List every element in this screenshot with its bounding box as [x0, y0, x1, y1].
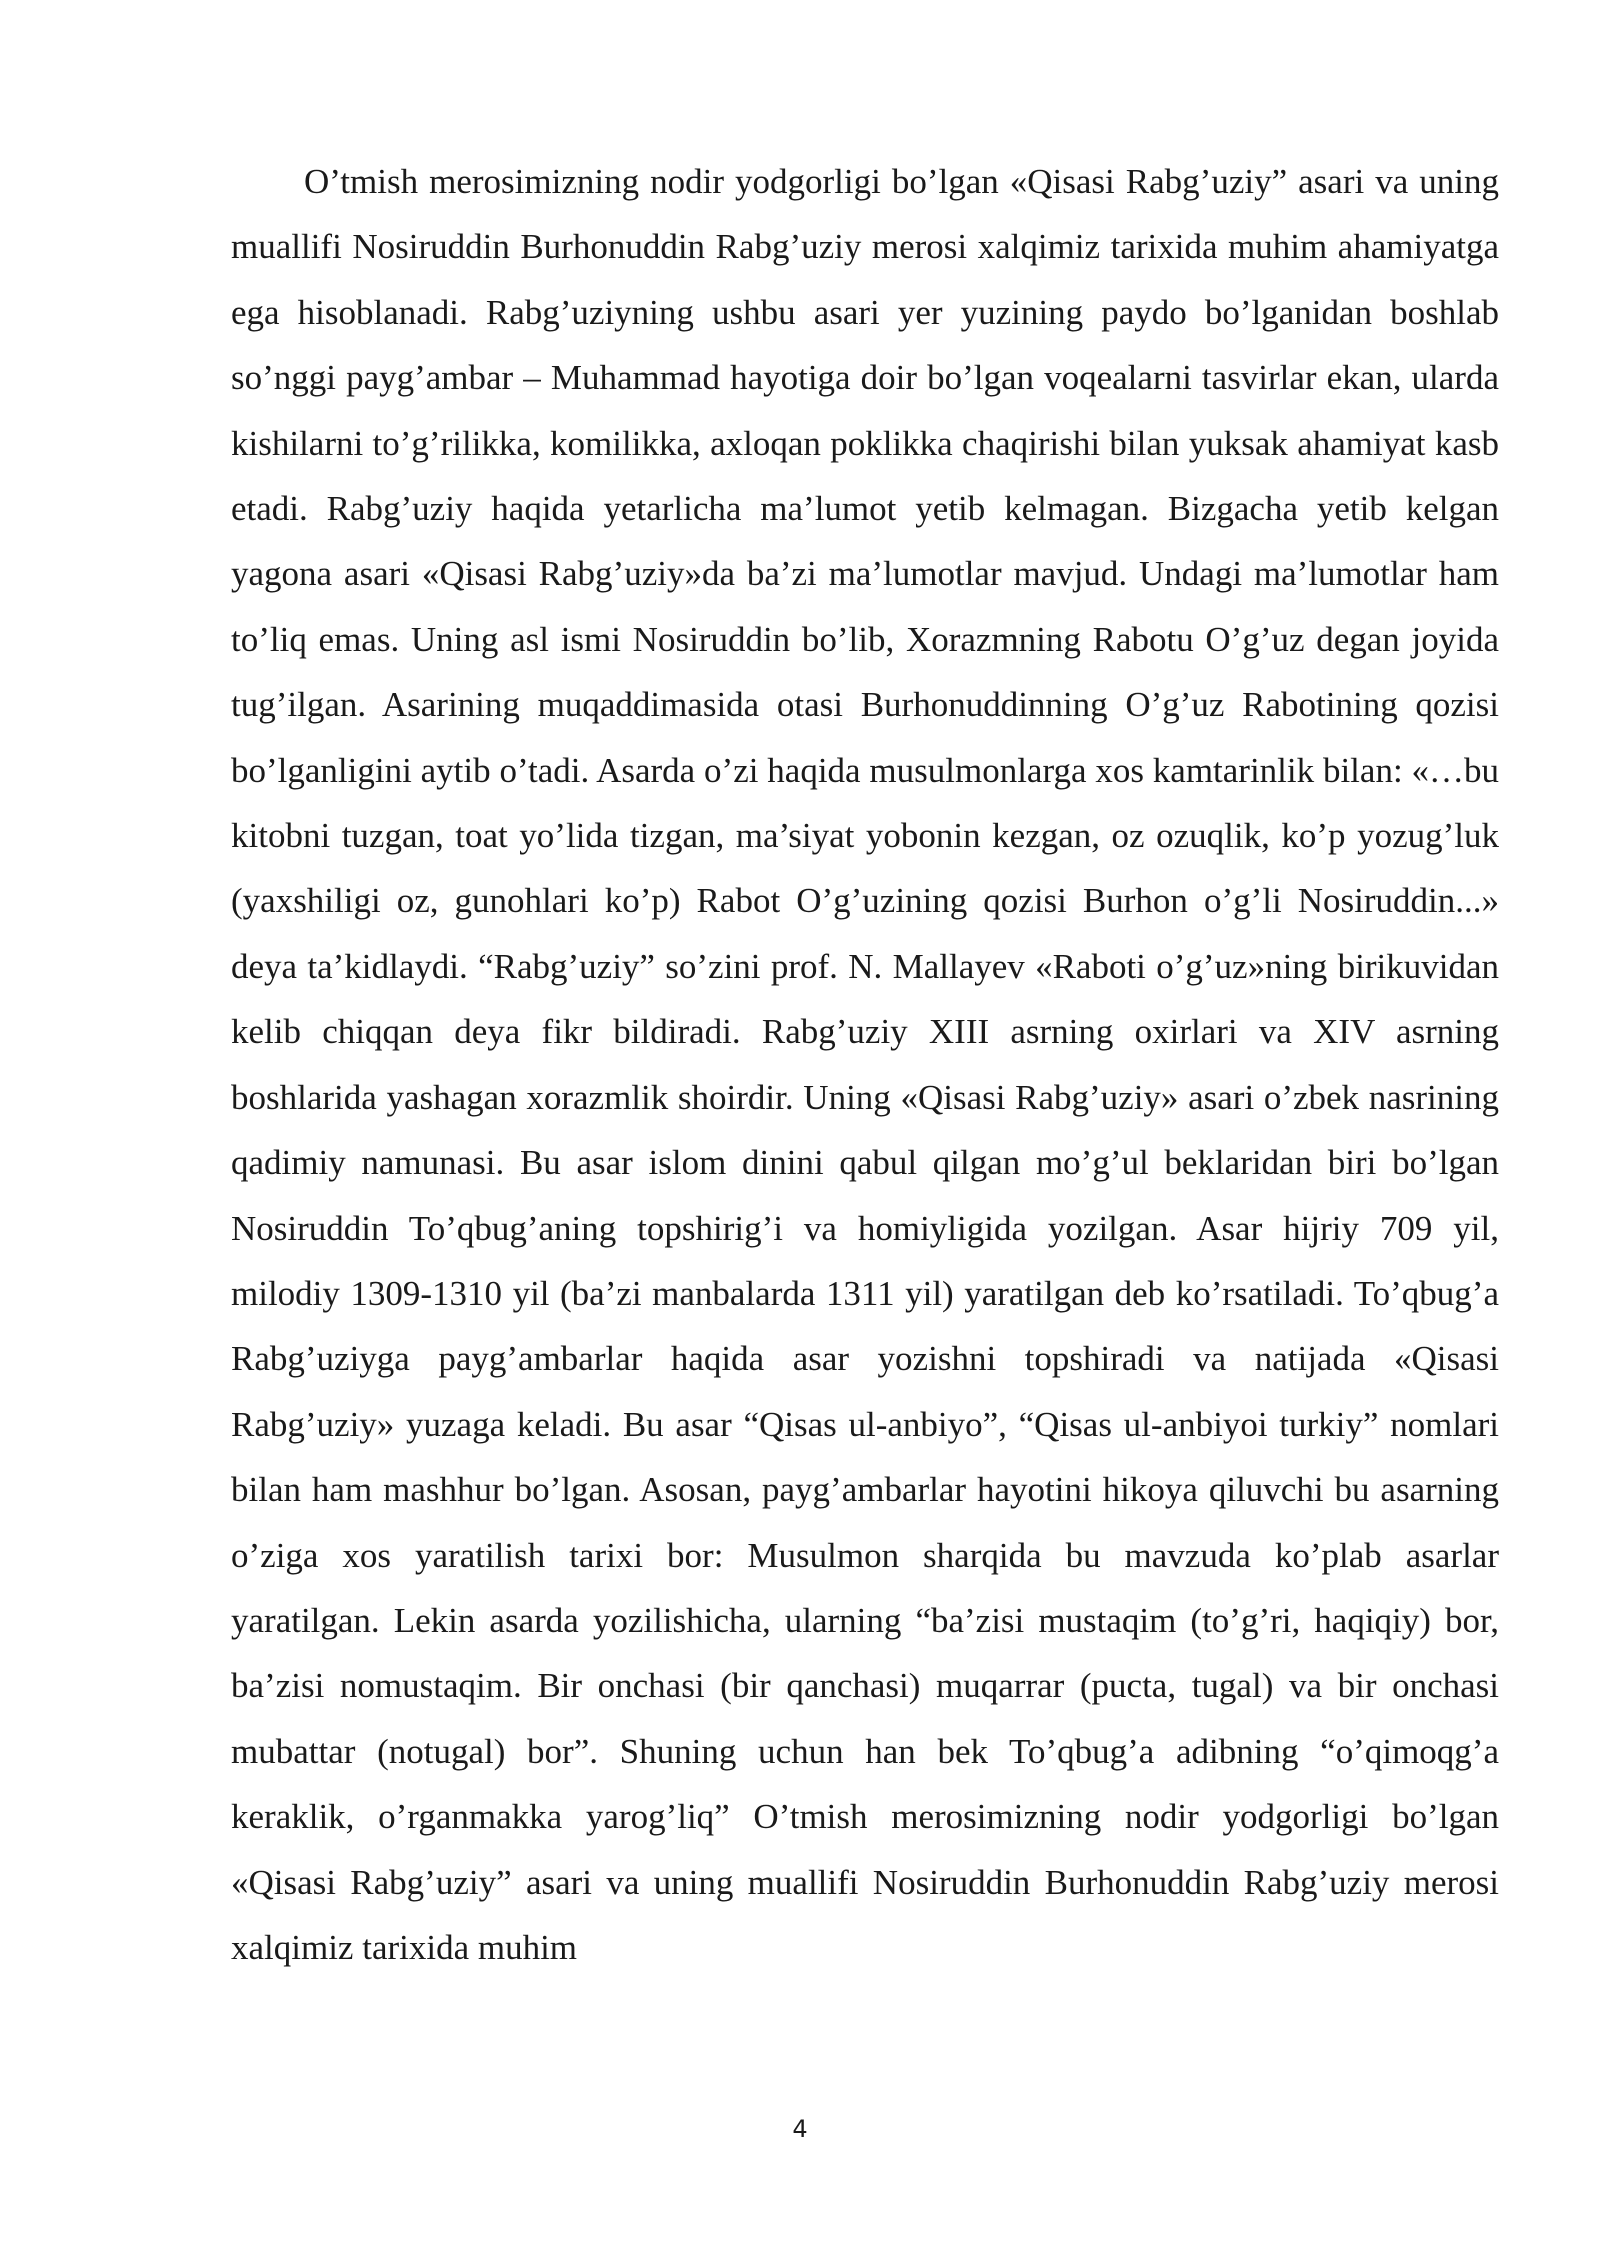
body-paragraph: O’tmish merosimizning nodir yodgorligi bo’lgan «Qisasi Rabg’uziy” asari va uning muallifi Nosiruddin Burhonuddin Rabg’uziy merosi xalqimiz tarixida muhim ahamiyatga ega hisoblanadi. Rabg’uziyning ushbu asari yer yuzining paydo bo’lganidan boshlab so’nggi payg’ambar – Muhammad hayotiga doir bo’lgan voqealarni tasvirlar ekan, ularda kishilarni to’g’rilikka, komilikka, axloqan poklikka chaqirishi bilan yuksak ahamiyat kasb etadi. Rabg’uziy haqida yetarlicha ma’lumot yetib kelmagan. Bizgacha yetib kelgan yagona asari «Qisasi Rabg’uziy»da ba’zi ma’lumotlar mavjud. Undagi ma’lumotlar ham to’liq emas. Uning asl ismi Nosiruddin bo’lib, Xorazmning Rabotu O’g’uz degan joyida tug’ilgan. Asarining muqaddimasida otasi Burhonuddinning O’g’uz Rabotining qozisi bo’lganligini aytib o’tadi. Asarda o’zi haqida musulmonlarga xos kamtarinlik bilan: «…bu kitobni tuzgan, toat yo’lida tizgan, ma’siyat yobonin kezgan, oz ozuqlik, ko’p yozug’luk (yaxshiligi oz, gunohlari ko’p) Rabot O’g’uzining qozisi Burhon o’g’li Nosiruddin...» deya ta’kidlaydi. “Rabg’uziy” so’zini prof. N. Mallayev «Raboti o’g’uz»ning birikuvidan kelib chiqqan deya fikr bildiradi. Rabg’uziy XIII asrning oxirlari va XIV asrning boshlarida yashagan xorazmlik shoirdir. Uning «Qisasi Rabg’uziy» asari o’zbek nasrining qadimiy namunasi. Bu asar islom dinini qabul qilgan mo’g’ul beklaridan biri bo’lgan Nosiruddin To’qbug’aning topshirig’i va homiyligida yozilgan. Asar hijriy 709 yil, milodiy 1309-1310 yil (ba’zi manbalarda 1311 yil) yaratilgan deb ko’rsatiladi. To’qbug’a Rabg’uziyga payg’ambarlar haqida asar yozishni topshiradi va natijada «Qisasi Rabg’uziy» yuzaga keladi. Bu asar “Qisas ul-anbiyo”, “Qisas ul-anbiyoi turkiy” nomlari bilan ham mashhur bo’lgan. Asosan, payg’ambarlar hayotini hikoya qiluvchi bu asarning o’ziga xos yaratilish tarixi bor: Musulmon sharqida bu mavzuda ko’plab asarlar yaratilgan. Lekin asarda yozilishicha, ularning “ba’zisi mustaqim (to’g’ri, haqiqiy) bor, ba’zisi nomustaqim. Bir onchasi (bir qanchasi) muqarrar (pucta, tugal) va bir onchasi mubattar (notugal) bor”. Shuning uchun han bek To’qbug’a adibning “o’qimoqg’a keraklik, o’rganmakka yarog’liq” O’tmish merosimizning nodir yodgorligi bo’lgan «Qisasi Rabg’uziy” asari va uning muallifi Nosiruddin Burhonuddin Rabg’uziy merosi xalqimiz tarixida muhim — [231, 162, 1499, 1967]
page-number: 4 — [792, 2115, 808, 2143]
